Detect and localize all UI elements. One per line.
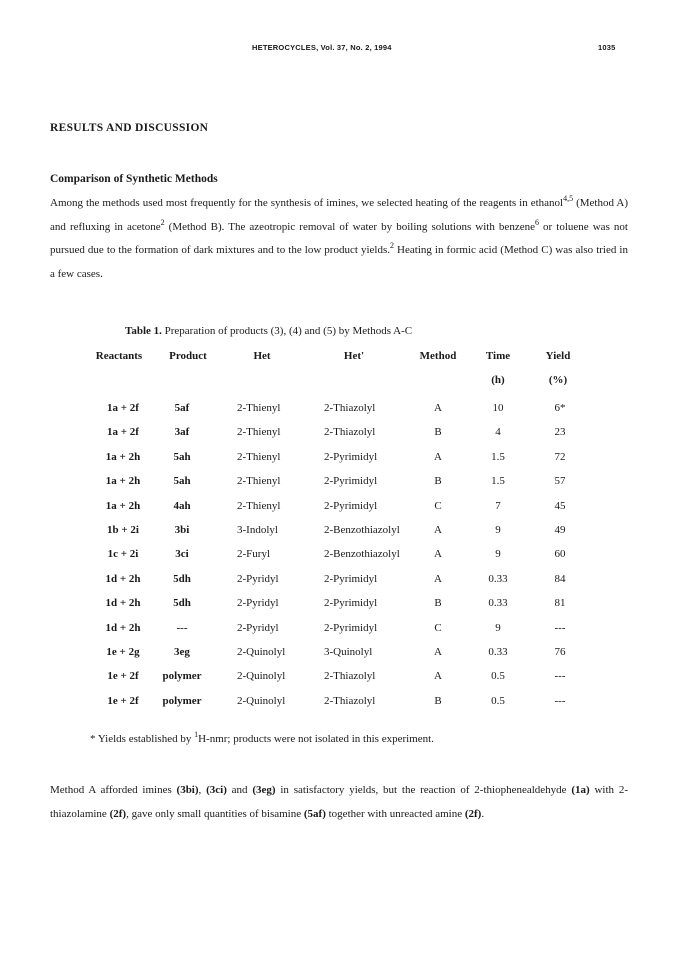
cell-reactants: 1b + 2i	[107, 524, 139, 536]
cell-het: 2-Quinolyl	[237, 646, 286, 658]
table-caption: Table 1. Preparation of products (3), (4) and (5) by Methods A-C	[125, 325, 413, 337]
cell-method: A	[434, 524, 442, 536]
cell-time: 4	[495, 426, 501, 439]
cell-het: 2-Pyridyl	[237, 621, 279, 634]
cell-yield: 84	[554, 572, 566, 585]
cell-het-prime: 2-Benzothiazolyl	[324, 524, 400, 536]
cell-method: A	[434, 670, 442, 683]
header-product: Product	[169, 350, 207, 362]
cell-het-prime: 2-Thiazolyl	[324, 670, 376, 683]
cell-method: B	[434, 597, 442, 610]
reference-superscript: 2	[390, 241, 394, 250]
cell-product: 5ah	[173, 450, 191, 463]
cell-yield: 6*	[554, 402, 566, 414]
header-time-unit: (h)	[491, 374, 505, 386]
reference-superscript: 6	[534, 217, 539, 227]
cell-method: B	[434, 694, 442, 707]
cell-time: 9	[495, 621, 501, 634]
cell-het-prime: 2-Benzothiazolyl	[324, 548, 400, 561]
cell-reactants: 1a + 2h	[105, 450, 141, 463]
cell-het-prime: 3-Quinolyl	[324, 646, 373, 658]
section-title: RESULTS AND DISCUSSION	[50, 122, 209, 134]
cell-het-prime: 2-Pyrimidyl	[324, 597, 378, 610]
cell-product: 3af	[174, 426, 190, 439]
cell-yield: 76	[554, 646, 566, 658]
cell-reactants: 1d + 2h	[105, 572, 141, 585]
cell-yield: 72	[554, 450, 566, 463]
cell-product: polymer	[162, 694, 202, 707]
cell-reactants: 1a + 2f	[107, 426, 139, 439]
cell-het: 2-Pyridyl	[237, 572, 279, 585]
cell-het: 2-Quinolyl	[237, 670, 286, 683]
page-number: 1035	[598, 43, 616, 52]
cell-method: A	[434, 450, 442, 463]
cell-product: polymer	[162, 670, 202, 683]
cell-product: 3bi	[174, 524, 190, 536]
cell-het-prime: 2-Thiazolyl	[324, 426, 376, 439]
cell-product: 3eg	[174, 646, 190, 658]
cell-yield: 81	[554, 597, 566, 610]
cell-time: 0.5	[491, 670, 505, 683]
cell-het-prime: 2-Thiazolyl	[324, 402, 376, 414]
cell-het-prime: 2-Pyrimidyl	[324, 621, 378, 634]
cell-reactants: 1a + 2h	[105, 475, 141, 488]
cell-reactants: 1d + 2h	[105, 621, 141, 634]
cell-reactants: 1e + 2g	[106, 646, 140, 658]
cell-reactants: 1e + 2f	[107, 694, 139, 707]
cell-het: 2-Pyridyl	[237, 597, 279, 610]
cell-method: A	[434, 402, 442, 414]
cell-product: 5ah	[173, 475, 191, 488]
cell-het-prime: 2-Pyrimidyl	[324, 450, 378, 463]
discussion-paragraph: Method A afforded imines (3bi), (3ci) and (3eg) in satisfactory yields, but the reaction of 2-thiophenealdehyde (1a) with 2-thiazolamine (2f), gave only small quantities of bisamine (5af) together with unreacted amine (2f).	[50, 784, 629, 820]
cell-method: A	[434, 646, 442, 658]
table-footnote: * Yields established by $^1$H-nmr; products were not isolated in this experiment.	[90, 730, 434, 745]
cell-product: 5af	[174, 402, 190, 414]
cell-product: 3ci	[175, 548, 189, 561]
header-het-prime: Het'	[343, 350, 365, 362]
cell-yield: 49	[554, 524, 566, 536]
cell-time: 0.33	[488, 572, 508, 585]
header-yield: Yield	[545, 350, 571, 362]
cell-time: 0.5	[491, 694, 505, 707]
cell-time: 7	[495, 499, 501, 512]
cell-het: 2-Thienyl	[237, 402, 281, 414]
header-time: Time	[485, 350, 511, 362]
cell-reactants: 1a + 2h	[105, 499, 141, 512]
cell-reactants: 1a + 2f	[107, 402, 139, 414]
header-reactants: Reactants	[95, 350, 143, 362]
header-method: Method	[419, 350, 457, 362]
cell-yield: ---	[554, 670, 566, 683]
cell-method: A	[434, 548, 442, 561]
cell-yield: ---	[554, 621, 566, 634]
cell-het: 3-Indolyl	[237, 524, 278, 536]
cell-method: B	[434, 475, 442, 488]
cell-reactants: 1d + 2h	[105, 597, 141, 610]
reference-superscript: 2	[160, 217, 165, 227]
cell-het: 2-Furyl	[237, 548, 270, 561]
cell-method: C	[434, 499, 442, 512]
cell-reactants: 1e + 2f	[107, 670, 139, 683]
cell-yield: 60	[554, 548, 566, 561]
reference-superscript: 4,5	[563, 194, 574, 203]
cell-time: 0.33	[488, 597, 508, 610]
cell-method: C	[434, 621, 442, 634]
header-het: Het	[253, 350, 271, 362]
cell-het: 2-Thienyl	[237, 450, 281, 463]
cell-time: 9	[495, 548, 501, 561]
cell-het-prime: 2-Thiazolyl	[324, 694, 376, 707]
cell-time: 0.33	[488, 646, 508, 658]
cell-het: 2-Quinolyl	[237, 694, 286, 707]
cell-product: 5dh	[173, 572, 191, 585]
journal-citation: HETEROCYCLES, Vol. 37, No. 2, 1994	[252, 43, 392, 52]
cell-yield: ---	[554, 694, 566, 707]
cell-het: 2-Thienyl	[237, 426, 281, 439]
cell-time: 9	[495, 524, 501, 536]
cell-het-prime: 2-Pyrimidyl	[324, 572, 378, 585]
cell-product: ---	[176, 621, 188, 634]
cell-time: 10	[492, 402, 504, 414]
cell-yield: 57	[554, 475, 566, 488]
cell-yield: 45	[554, 499, 566, 512]
header-yield-unit: (%)	[548, 374, 568, 386]
cell-reactants: 1c + 2i	[107, 548, 139, 561]
cell-het-prime: 2-Pyrimidyl	[324, 475, 378, 488]
cell-het: 2-Thienyl	[237, 499, 281, 512]
subsection-title: Comparison of Synthetic Methods	[50, 173, 218, 185]
cell-yield: 23	[554, 426, 566, 439]
cell-method: B	[434, 426, 442, 439]
cell-method: A	[434, 572, 442, 585]
cell-het: 2-Thienyl	[237, 475, 281, 488]
cell-product: 4ah	[173, 499, 191, 512]
cell-time: 1.5	[491, 475, 505, 488]
intro-paragraph: Among the methods used most frequently for the synthesis of imines, we selected heating of the reagents in ethanol$^{4,5}$ (Method A) and refluxing in acetone$^2$ (Method B). The azeotropic removal of water by boiling solutions with benzene$^6$ or toluene was not pursued due to the formation of dark mixtures and to the low product yields.$^2$ Heating in formic acid (Method C) was also tried in a few cases.	[50, 194, 628, 280]
cell-time: 1.5	[491, 450, 505, 463]
cell-het-prime: 2-Pyrimidyl	[324, 499, 378, 512]
cell-product: 5dh	[173, 597, 191, 610]
